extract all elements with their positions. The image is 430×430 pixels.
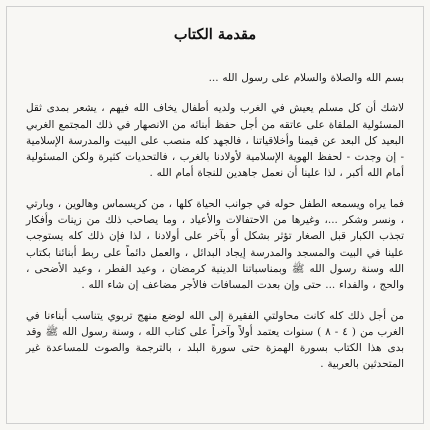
paragraph-responsibility: لاشك أن كل مسلم يعيش في الغرب ولديه أطفال يخاف الله فيهم ، يشعر بمدى ثقل المسئولية الملقاة على عاتقه من أجل حفظ أبنائه من الانصهار في ذلك المجتمع الغربي البعيد كل البعد عن قيمنا وأخلاقياتنا ، فالجهد كله منصب على البيت والمدرسة الإسلامية - إن وجدت - لحفظ الهوية الإسلامية لأولادنا بالغرب ، فالتحديات كثيرة ولكن المسئولية أمام الله أكبر ، لذا علينا أن نعمل جاهدين للنجاة أمام الله . bbox=[26, 102, 404, 180]
paragraph-basmala: بسم الله والصلاة والسلام على رسول الله ... bbox=[208, 72, 404, 84]
paragraph-influences: فما يراه ويسمعه الطفل حوله في جوانب الحياة كلها ، من كريسماس وهالوين ، وبارتي ، ونسر وشكر ...، وغيرها من الاحتفالات والأعياد ، وما يصاحب ذلك من زينات وأفكار تجذب الكبار قبل الصغار تؤثر بشكل أو بآخر على أولادنا ، لذا فإن ذلك كله يستوجب علينا في البيت والمسجد والمدرسة إيجاد البدائل ، والعمل دائماً على ربط أبنائنا بكتاب الله وسنة رسول الله ﷺ وبمناسباتنا الدينية كرمضان ، وعيد الفطر ، وعيد الأضحى ، والحج ، والفداء ... حتى وإن بعدت المسافات فالأجر مضاعف إن شاء الله . bbox=[26, 197, 404, 292]
paragraph-curriculum: من أجل ذلك كله كانت محاولتي الفقيرة إلى الله لوضع منهج تربوي يتناسب أبناءنا في الغرب من ( ٤ - ٨ ) سنوات يعتمد أولاً وآخراً على كتاب الله ، وسنة رسول الله ﷺ وقد بدى هذا الكتاب بسورة الهمزة حتى سورة البلد ، بالترجمة والصوت للمساعدة غير المتحدثين بالعربية . bbox=[26, 309, 404, 371]
document-body bbox=[26, 70, 404, 378]
page-title: مقدمة الكتاب bbox=[173, 26, 257, 43]
